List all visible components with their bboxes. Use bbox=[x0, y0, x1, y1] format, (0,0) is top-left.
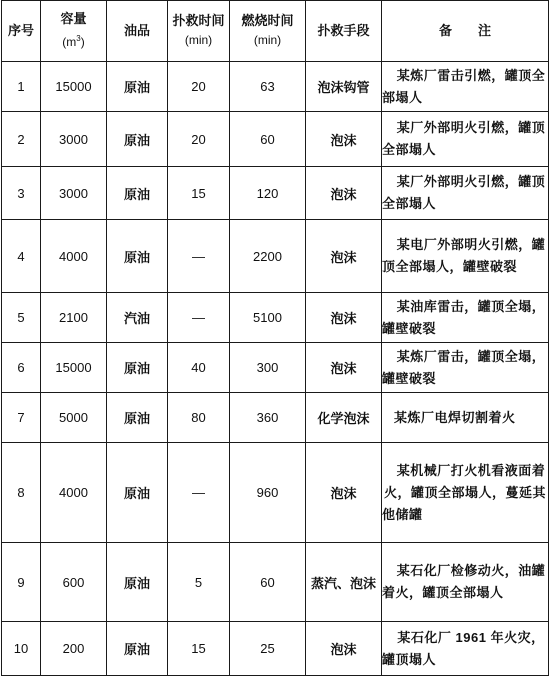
cell-burn-time: 5100 bbox=[230, 293, 306, 343]
cell-capacity: 600 bbox=[41, 543, 107, 622]
unit-prefix: (m bbox=[62, 35, 77, 49]
cell-seq: 3 bbox=[2, 167, 41, 220]
cell-rescue-time: 20 bbox=[168, 62, 230, 112]
cell-rescue-time: 5 bbox=[168, 543, 230, 622]
cell-note bbox=[382, 443, 549, 543]
cell-oil: 原油 bbox=[107, 343, 168, 393]
cell-capacity: 5000 bbox=[41, 393, 107, 443]
cell-capacity: 2100 bbox=[41, 293, 107, 343]
cell-seq: 6 bbox=[2, 343, 41, 393]
note-text: 某电厂外部明火引燃，罐顶全部塌人，罐壁破裂 bbox=[382, 237, 546, 274]
cell-rescue-time: — bbox=[168, 293, 230, 343]
table-row bbox=[2, 443, 549, 543]
cell-rescue-time: — bbox=[168, 443, 230, 543]
cell-rescue-time: 15 bbox=[168, 622, 230, 676]
cell-oil: 原油 bbox=[107, 443, 168, 543]
table-row bbox=[2, 167, 549, 220]
cell-means: 泡沫 bbox=[306, 220, 382, 293]
header-rescue-time-label: 扑救时间 bbox=[172, 14, 225, 29]
note-text: 某炼厂雷击引燃，罐顶全部塌人 bbox=[382, 67, 546, 105]
cell-seq: 1 bbox=[2, 62, 41, 112]
table-row bbox=[2, 343, 549, 393]
table-row bbox=[2, 62, 549, 112]
header-capacity-label: 容量 bbox=[60, 12, 87, 27]
cell-means: 泡沫 bbox=[306, 112, 382, 167]
table-header-row bbox=[2, 1, 549, 62]
cell-burn-time: 300 bbox=[230, 343, 306, 393]
note-text: 某石化厂检修动火，油罐着火，罐顶全部塌人 bbox=[382, 563, 546, 600]
cell-capacity: 4000 bbox=[41, 443, 107, 543]
note-text: 某机械厂打火机看液面着火，罐顶全部塌人，蔓延其他储罐 bbox=[382, 462, 546, 522]
cell-capacity: 15000 bbox=[41, 343, 107, 393]
cell-oil: 原油 bbox=[107, 393, 168, 443]
header-means: 扑救手段 bbox=[306, 1, 382, 62]
cell-seq: 9 bbox=[2, 543, 41, 622]
cell-means: 泡沫 bbox=[306, 293, 382, 343]
header-capacity-unit bbox=[41, 29, 106, 52]
header-burn-time-unit: (min) bbox=[253, 33, 282, 47]
note-text: 某油库雷击，罐顶全塌，罐壁破裂 bbox=[382, 298, 546, 336]
cell-means: 蒸汽、泡沫 bbox=[306, 543, 382, 622]
cell-note bbox=[382, 220, 549, 293]
cell-means: 泡沫 bbox=[306, 167, 382, 220]
table-row bbox=[2, 293, 549, 343]
header-capacity bbox=[41, 1, 107, 62]
note-text: 某厂外部明火引燃，罐顶全部塌人 bbox=[382, 174, 546, 211]
cell-seq: 10 bbox=[2, 622, 41, 676]
cell-rescue-time: 80 bbox=[168, 393, 230, 443]
cell-seq: 5 bbox=[2, 293, 41, 343]
cell-capacity: 3000 bbox=[41, 112, 107, 167]
cell-oil: 原油 bbox=[107, 112, 168, 167]
cell-note bbox=[382, 343, 549, 393]
header-burn-time bbox=[230, 1, 306, 62]
cell-seq: 4 bbox=[2, 220, 41, 293]
header-note: 备 注 bbox=[382, 1, 549, 62]
unit-suffix: ) bbox=[80, 35, 85, 49]
cell-note bbox=[382, 112, 549, 167]
cell-rescue-time: — bbox=[168, 220, 230, 293]
cell-burn-time: 60 bbox=[230, 543, 306, 622]
cell-means: 泡沫 bbox=[306, 443, 382, 543]
table-body bbox=[2, 62, 549, 676]
note-text: 某炼厂电焊切割着火 bbox=[394, 409, 516, 425]
cell-burn-time: 960 bbox=[230, 443, 306, 543]
cell-rescue-time: 15 bbox=[168, 167, 230, 220]
cell-oil: 原油 bbox=[107, 167, 168, 220]
cell-oil: 原油 bbox=[107, 62, 168, 112]
table-row bbox=[2, 543, 549, 622]
cell-burn-time: 360 bbox=[230, 393, 306, 443]
cell-seq: 8 bbox=[2, 443, 41, 543]
unit-sup: 3 bbox=[76, 34, 81, 43]
cell-burn-time: 63 bbox=[230, 62, 306, 112]
cell-capacity: 4000 bbox=[41, 220, 107, 293]
note-text: 某石化厂 1961 年火灾，罐顶塌人 bbox=[382, 629, 545, 667]
table-row bbox=[2, 622, 549, 676]
cell-note bbox=[382, 393, 549, 443]
cell-rescue-time: 40 bbox=[168, 343, 230, 393]
cell-note bbox=[382, 622, 549, 676]
cell-means: 化学泡沫 bbox=[306, 393, 382, 443]
cell-oil: 汽油 bbox=[107, 293, 168, 343]
table-row bbox=[2, 112, 549, 167]
cell-oil: 原油 bbox=[107, 543, 168, 622]
header-oil: 油品 bbox=[107, 1, 168, 62]
table-row bbox=[2, 220, 549, 293]
cell-capacity: 15000 bbox=[41, 62, 107, 112]
note-text: 某炼厂雷击，罐顶全塌，罐壁破裂 bbox=[382, 348, 546, 386]
tank-fire-table bbox=[1, 0, 549, 676]
cell-note bbox=[382, 167, 549, 220]
cell-note bbox=[382, 293, 549, 343]
cell-means: 泡沫 bbox=[306, 343, 382, 393]
cell-burn-time: 25 bbox=[230, 622, 306, 676]
cell-note bbox=[382, 62, 549, 112]
cell-seq: 7 bbox=[2, 393, 41, 443]
cell-capacity: 200 bbox=[41, 622, 107, 676]
cell-burn-time: 2200 bbox=[230, 220, 306, 293]
table-row bbox=[2, 393, 549, 443]
cell-seq: 2 bbox=[2, 112, 41, 167]
cell-note bbox=[382, 543, 549, 622]
cell-rescue-time: 20 bbox=[168, 112, 230, 167]
header-seq: 序号 bbox=[2, 1, 41, 62]
cell-means: 泡沫钩管 bbox=[306, 62, 382, 112]
cell-capacity: 3000 bbox=[41, 167, 107, 220]
note-text: 某厂外部明火引燃，罐顶全部塌人 bbox=[382, 120, 546, 157]
cell-means: 泡沫 bbox=[306, 622, 382, 676]
header-rescue-time bbox=[168, 1, 230, 62]
header-rescue-time-unit: (min) bbox=[184, 33, 213, 47]
cell-oil: 原油 bbox=[107, 622, 168, 676]
cell-burn-time: 120 bbox=[230, 167, 306, 220]
header-burn-time-label: 燃烧时间 bbox=[241, 14, 294, 29]
cell-oil: 原油 bbox=[107, 220, 168, 293]
cell-burn-time: 60 bbox=[230, 112, 306, 167]
